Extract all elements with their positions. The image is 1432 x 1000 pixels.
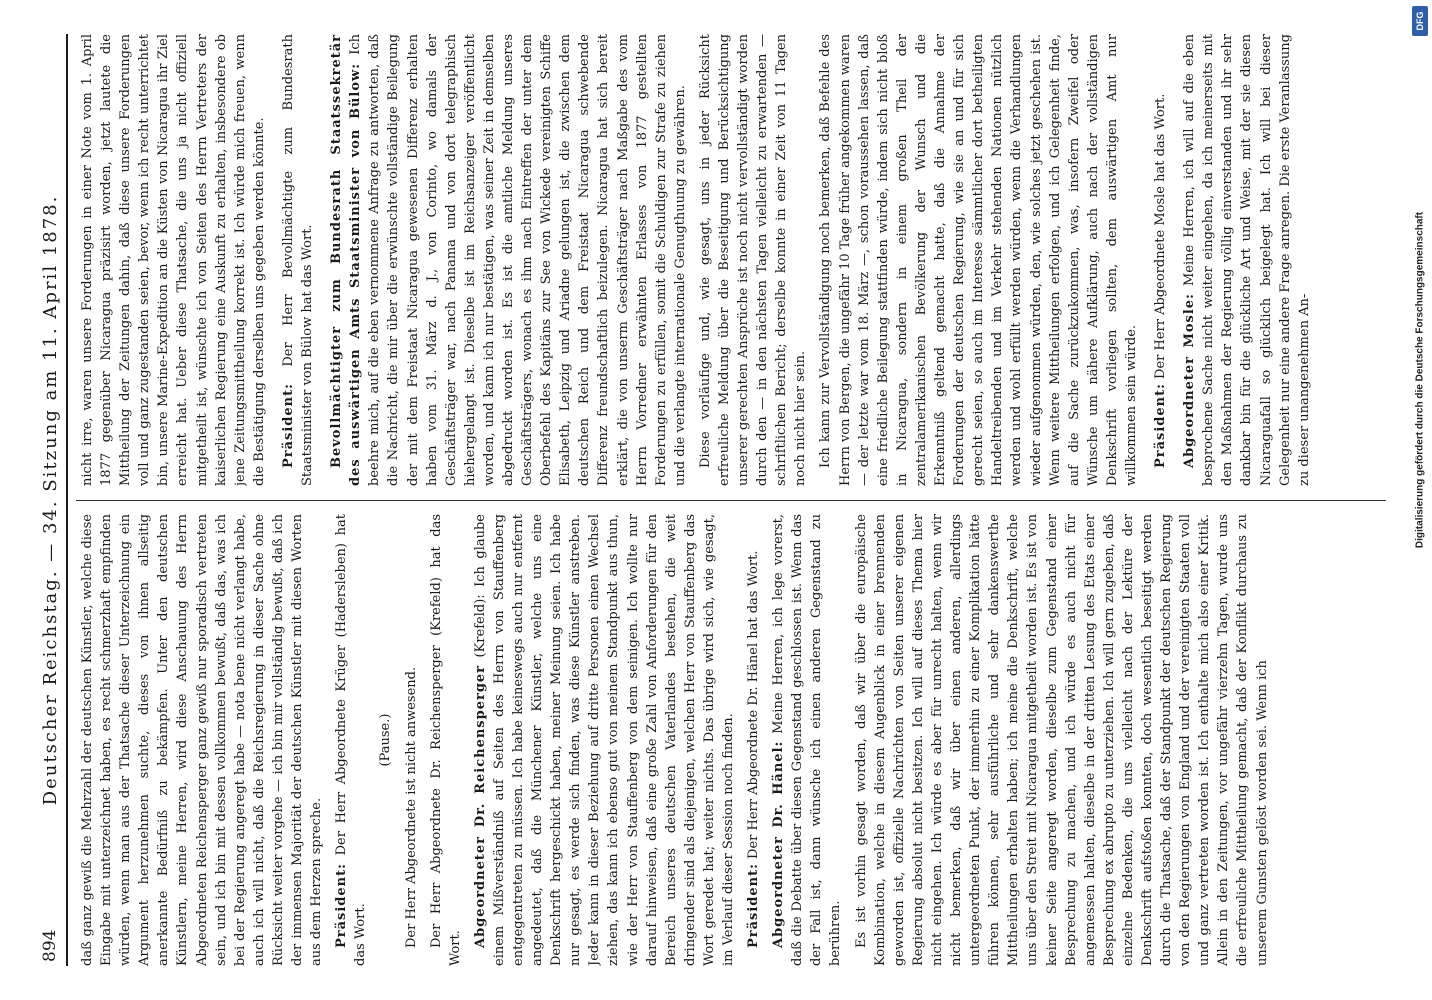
- speech-text: Meine Herren, ich will auf die eben besprochene Sache nicht weiter eingehen, da ich meinerseits mit den Maßnahmen der Regierung völlig einverstanden und ihr sehr dankbar bin für die glückliche Art und Weise, mit der sie diesen Nicaraguafall so glücklich beigelegt hat. Ich will bei dieser Gelegenheit nur eine andere Frage anregen. Die erste Veranlassung zu dieser unangenehmen An-: [1182, 34, 1312, 486]
- paragraph: [1151, 34, 1170, 486]
- paragraph: daß ganz gewiß die Mehrzahl der deutschen Künstler, welche diese Eingabe mit unterzeichnet haben, es recht schmerzhaft empfinden würden, wenn man aus der Thatsache dieser Unterzeichnung ein Argument herzunehmen suchte, dieses von ihnen allseitig anerkannte Bedürfniß zu bekämpfen. Unter den deutschen Künstlern, meine Herren, wird diese Anschauung des Herrn Abgeordneten Reichensperger ganz gewiß nur sporadisch vertreten sein, und ich bin mit dessen vollkommen bewußt, daß das, was ich bei der Regierung angeregt habe — nota bene nicht verlangt habe, auch ich will nicht, daß die Reichsregierung in dieser Sache ohne Rücksicht weiter vorgehe — ich bin mir vollständig bewußt, daß ich der immensen Majorität der deutschen Künstler mit diesen Worten aus dem Herzen spreche.: [80, 514, 325, 966]
- paragraph: Es ist vorhin gesagt worden, daß wir über die europäische Kombination, welche in diesem Augenblick in einer brennenden geworden ist, offizielle Nachrichten von Seiten unserer eigenen Regierung absolut nicht besitzen. Ich will auf dieses Thema hier nicht eingehen. Ich würde es aber für unrecht halten, wenn wir nicht bemerken, daß wir über einen anderen, allerdings untergeordneten Punkt, der immerhin zu einer Komplikation hätte führen können, sehr ausführliche und sehr dankenswerthe Mittheilungen erhalten haben; ich meine die Denkschrift, welche uns über den Streit mit Nicaragua mitgetheilt worden ist. Es ist von keiner Seite angeregt worden, dieselbe zum Gegenstand einer Besprechung zu machen, und ich würde es auch nicht für angemessen halten, dieselbe in der dritten Lesung des Etats einer Besprechung ex abrupto zu unterziehen. Ich will gern zugeben, daß einzelne Bedenken, die uns vielleicht nach der Lektüre der Denkschrift aufstoßen konnten, doch wesentlich beseitigt werden durch die Thatsache, daß der Standpunkt der deutschen Regierung von den Regierungen von England und der vereinigten Staaten voll und ganz vertreten worden ist. Ich enthalte mich also einer Kritik. Allein in den Zeitungen, vor ungefähr vierzehn Tagen, wurde uns die erfreuliche Mittheilung gemacht, daß der Konflikt durchaus zu unserem Gunsten gelöst worden sei. Wenn ich: [853, 514, 1270, 966]
- text-column-left: [78, 514, 1388, 966]
- running-title: Deutscher Reichstag. — 34. Sitzung am 11. April 1878.: [40, 194, 61, 806]
- dfg-logo-text: DFG: [1415, 11, 1425, 31]
- speech-text: (Krefeld): Ich glaube einem Mißverständniß auf Seiten des Herrn von Stauffenberg entgegentreten zu müssen. Ich habe keineswegs auch nur entfernt angedeutet, daß die Münchener Künstler, welche uns eine Denkschrift hergeschickt haben, meiner Meinung seien. Ich habe nur gesagt, es werde sich finden, was diese Künstler anstreben. Jeder kann in dieser Beziehung auf dritte Personen einen Wechsel ziehen, das kann ich ebenso gut von meinem Standpunkt aus thun, wie der Herr von Stauffenberg von dem seinigen. Ich wollte nur darauf hinweisen, daß eine große Zahl von Anforderungen für den Bereich unseres deutschen Vaterlandes bestehen, die weit dringender sind als diejenigen, welchen Herr von Stauffenberg das Wort geredet hat; weiter nichts. Das übrige wird sich, wie gesagt, im Verlauf dieser Session noch finden.: [472, 514, 736, 966]
- paragraph: [1180, 34, 1314, 486]
- speaker-name: Bevollmächtigter zum Bundesrath Staatssekretär des auswärtigen Amts Staatsminister von Bülow:: [329, 34, 364, 486]
- speech-text: Der Herr Bevollmächtigte zum Bundesrath Staatsminister von Bülow hat das Wort.: [280, 34, 316, 486]
- dfg-logo: [1412, 6, 1428, 36]
- page-header: [26, 30, 70, 970]
- speaker-name: Präsident:: [334, 863, 350, 948]
- paragraph: [279, 34, 317, 486]
- speaker-name: Abgeordneter Dr. Reichensperger: [472, 664, 488, 948]
- paragraph: Ich kann zur Vervollständigung noch bemerken, daß Befehle des Herrn von Bergen, die ungefähr 10 Tage früher angekommen waren — der letzte war vom 18. März —, schon voraussehen lassen, daß eine friedliche Beilegung stattfinden würde, indem sich nicht bloß in Nicaragua, sondern in einem großen Theil der zentralamerikanischen Bevölkerung der Wunsch und die Erkenntniß geltend gemacht hatte, daß die Annahme der Forderungen der deutschen Regierung, wie sie an und für sich gerecht seien, so auch im Interesse sämmtlicher dort betheiligten Handeltreibenden und im Verkehr stehenden Nationen nützlich werden und wohl erfüllt werden würden, wenn die Verhandlungen wieder aufgenommen würden, den, wie solches jetzt geschehen ist. Wenn weitere Mittheilungen erfolgen, und ich Gelegenheit finde, auf die Sache zurückzukommen, was, insofern Zweifel oder Wünsche um nähere Aufklärung, auch nach der vollständigen Denkschrift vorliegen sollten, dem auswärtigen Amt nur willkommen sein würde.: [818, 34, 1139, 486]
- paragraph: Der Herr Abgeordnete ist nicht anwesend.: [403, 666, 419, 948]
- speaker-name: Präsident:: [1153, 383, 1169, 468]
- paragraph: Diese vorläufige und, wie gesagt, uns in jeder Rücksicht erfreuliche Meldung über die Beseitigung und Berücksichtigung unserer gerechten Ansprüche ist noch nicht vervollständigt worden durch den — in den nächsten Tagen vielleicht zu erwartenden — schriftlichen Bericht; derselbe konnte in einer Zeit von 11 Tagen noch nicht hier sein.: [697, 34, 809, 486]
- speech-text: Der Herr Abgeordnete Dr. Hänel hat das Wort.: [746, 550, 762, 859]
- rotated-page: [26, 30, 1406, 970]
- paragraph: [332, 514, 370, 966]
- column-divider: [76, 500, 1386, 501]
- speech-text: Meine Herren, ich lege vorerst, daß die Debatte über diesen Gegenstand geschlossen ist. Wenn das der Fall ist, dann wünsche ich einen anderen Gegenstand zu berühren.: [771, 514, 844, 966]
- stage-direction: (Pause.): [378, 713, 394, 767]
- paragraph: [769, 514, 845, 966]
- speech-text: Der Herr Abgeordnete Mosle hat das Wort.: [1153, 93, 1169, 379]
- speech-text: Ich beehre mich, auf die eben vernommene Anfrage zu antworten, daß die Nachricht, die mir über die erwünschte vollständige Beilegung der mit dem Freistaat Nicaragua gewesenen Differenz erhalten haben vom 31. März d. J., von Corinto, wo damals der Geschäftsträger war, nach Panama und von dort telegraphisch hiehergelangt ist. Dieselbe ist im Reichsanzeiger veröffentlicht worden, und kann ich nur bestätigen, was seiner Zeit in demselben abgedruckt worden ist. Es ist die amtliche Meldung unseres Geschäftsträgers, wonach es ihm nach Eintreffen der unter dem Oberbefehl des Kapitäns zur See von Wickede vereinigten Schiffe Elisabeth, Leipzig und Ariadne gelungen ist, die zwischen dem deutschen Reich und dem Freistaat Nicaragua schwebende Differenz freundschaftlich beizulegen. Nicaragua hat sich bereit erklärt, die von unserm Geschäftsträger nach Maßgabe des vom Herrn Vorredner erwähnten Erlasses von 1877 gestellten Forderungen zu erfüllen, somit die Schuldigen zur Strafe zu ziehen und die verlangte internationale Genugthuung zu gewähren.: [348, 34, 688, 486]
- paragraph: [471, 514, 738, 966]
- paragraph: [327, 34, 690, 486]
- speaker-name: Abgeordneter Dr. Hänel:: [771, 740, 787, 948]
- speaker-name: Präsident:: [280, 383, 296, 468]
- speech-text: Der Herr Abgeordnete Krüger (Hadersleben) hat das Wort.: [334, 514, 369, 966]
- speaker-name: Abgeordneter Mosle:: [1182, 293, 1198, 468]
- page-number: 894: [40, 929, 60, 962]
- paragraph: Der Herr Abgeordnete Dr. Reichensperger (Krefeld) hat das Wort.: [428, 514, 463, 966]
- paragraph: [744, 514, 763, 966]
- text-column-right: [78, 34, 1388, 486]
- header-rule: [66, 34, 68, 966]
- paragraph: nicht irre, waren unsere Forderungen in einer Note vom 1. April 1877 gegenüber Nicaragua präzisirt worden, jetzt lautete die Mittheilung der Zeitungen dahin, daß diese unsere Forderungen voll und ganz zugestanden seien, bevor, wenn ich recht unterrichtet bin, unsere Marine-Expedition an die Küsten von Nicaragua ihr Ziel erreicht hat. Ueber diese Thatsache, die uns ja nicht offiziell mitgetheilt ist, wünschte ich von Seiten des Herrn Vertreters der kaiserlichen Regierung eine Auskunft zu erhalten, insbesondere ob jene Zeitungsmittheilung korrekt ist. Ich würde mich freuen, wenn die Bestätigung derselben uns gegeben werden könnte.: [80, 34, 267, 486]
- speaker-name: Präsident:: [746, 863, 762, 948]
- digitization-sidebar: [1408, 0, 1432, 1000]
- funding-notice: Digitalisierung gefördert durch die Deutsche Forschungsgemeinschaft: [1414, 211, 1426, 549]
